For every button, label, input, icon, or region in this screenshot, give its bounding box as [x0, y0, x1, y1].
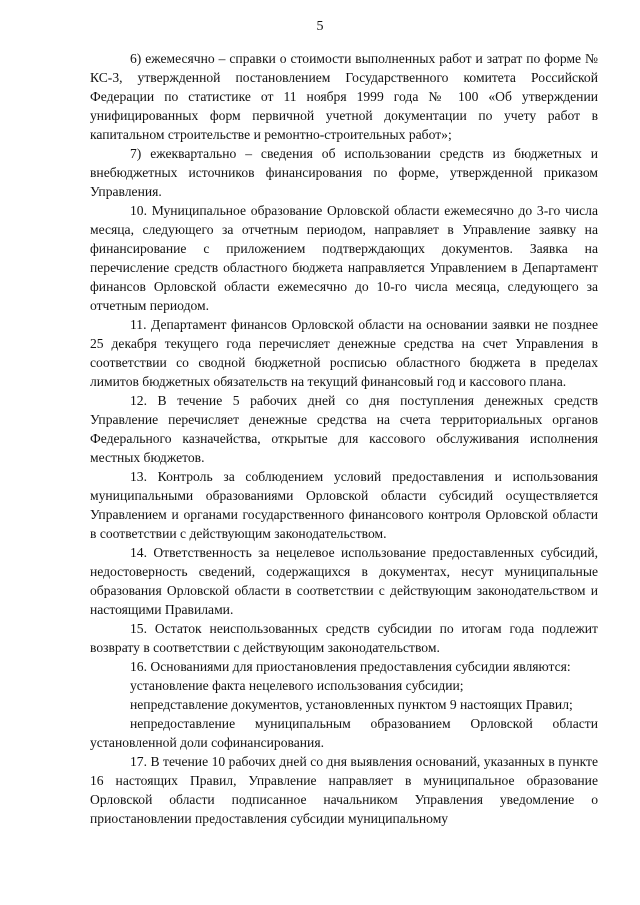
paragraph-16-item-1: установление факта нецелевого использования субсидии;: [130, 678, 464, 693]
paragraph-14: 14. Ответственность за нецелевое использование предоставленных субсидий, недостоверность сведений, содержащихся в документах, несут муниципальные образования Орловской области в соответствии с действующим законодательством и настоящими Правилами.: [90, 545, 598, 617]
paragraph-10: 10. Муниципальное образование Орловской области ежемесячно до 3-го числа месяца, следующего за отчетным периодом, направляет в Управление заявку на финансирование с приложением подтверждающих документов. Заявка на перечисление средств областного бюджета направляется Управлением в Департамент финансов Орловской области ежемесячно до 10-го числа месяца, следующего за отчетным периодом.: [90, 203, 598, 313]
document-body: [90, 49, 598, 828]
paragraph-15: 15. Остаток неиспользованных средств субсидии по итогам года подлежит возврату в соответствии с действующим законодательством.: [90, 621, 598, 655]
paragraph-item-7: 7) ежеквартально – сведения об использовании средств из бюджетных и внебюджетных источников финансирования по форме, утвержденной приказом Управления.: [90, 146, 598, 199]
paragraph-16: 16. Основаниями для приостановления предоставления субсидии являются:: [130, 659, 571, 674]
paragraph-17: 17. В течение 10 рабочих дней со дня выявления оснований, указанных в пункте 16 настоящих Правил, Управление направляет в муниципальное образование Орловской области подписанное начальником Управления уведомление о приостановлении предоставления субсидии муниципальному: [90, 754, 598, 826]
paragraph-16-item-2: непредставление документов, установленных пунктом 9 настоящих Правил;: [130, 697, 573, 712]
paragraph-16-item-3: непредоставление муниципальным образованием Орловской области установленной доли софинансирования.: [90, 716, 598, 750]
paragraph-11: 11. Департамент финансов Орловской области на основании заявки не позднее 25 декабря текущего года перечисляет денежные средства на счет Управления в соответствии со сводной бюджетной росписью областного бюджета в пределах лимитов бюджетных обязательств на текущий финансовый год и кассового плана.: [90, 317, 598, 389]
paragraph-item-6: 6) ежемесячно – справки о стоимости выполненных работ и затрат по форме № КС-3, утвержденной постановлением Государственного комитета Российской Федерации по статистике от 11 ноября 1999 года № 100 «Об утверждении унифицированных форм первичной учетной документации по учету работ в капитальном строительстве и ремонтно-строительных работ»;: [90, 51, 598, 142]
paragraph-12: 12. В течение 5 рабочих дней со дня поступления денежных средств Управление перечисляет денежные средства на счета территориальных органов Федерального казначейства, открытые для кассового обслуживания исполнения местных бюджетов.: [90, 393, 598, 465]
page-number: 5: [316, 19, 324, 34]
paragraph-13: 13. Контроль за соблюдением условий предоставления и использования муниципальными образованиями Орловской области субсидий осуществляется Управлением и органами государственного финансового контроля Орловской области в соответствии с действующим законодательством.: [90, 469, 598, 541]
